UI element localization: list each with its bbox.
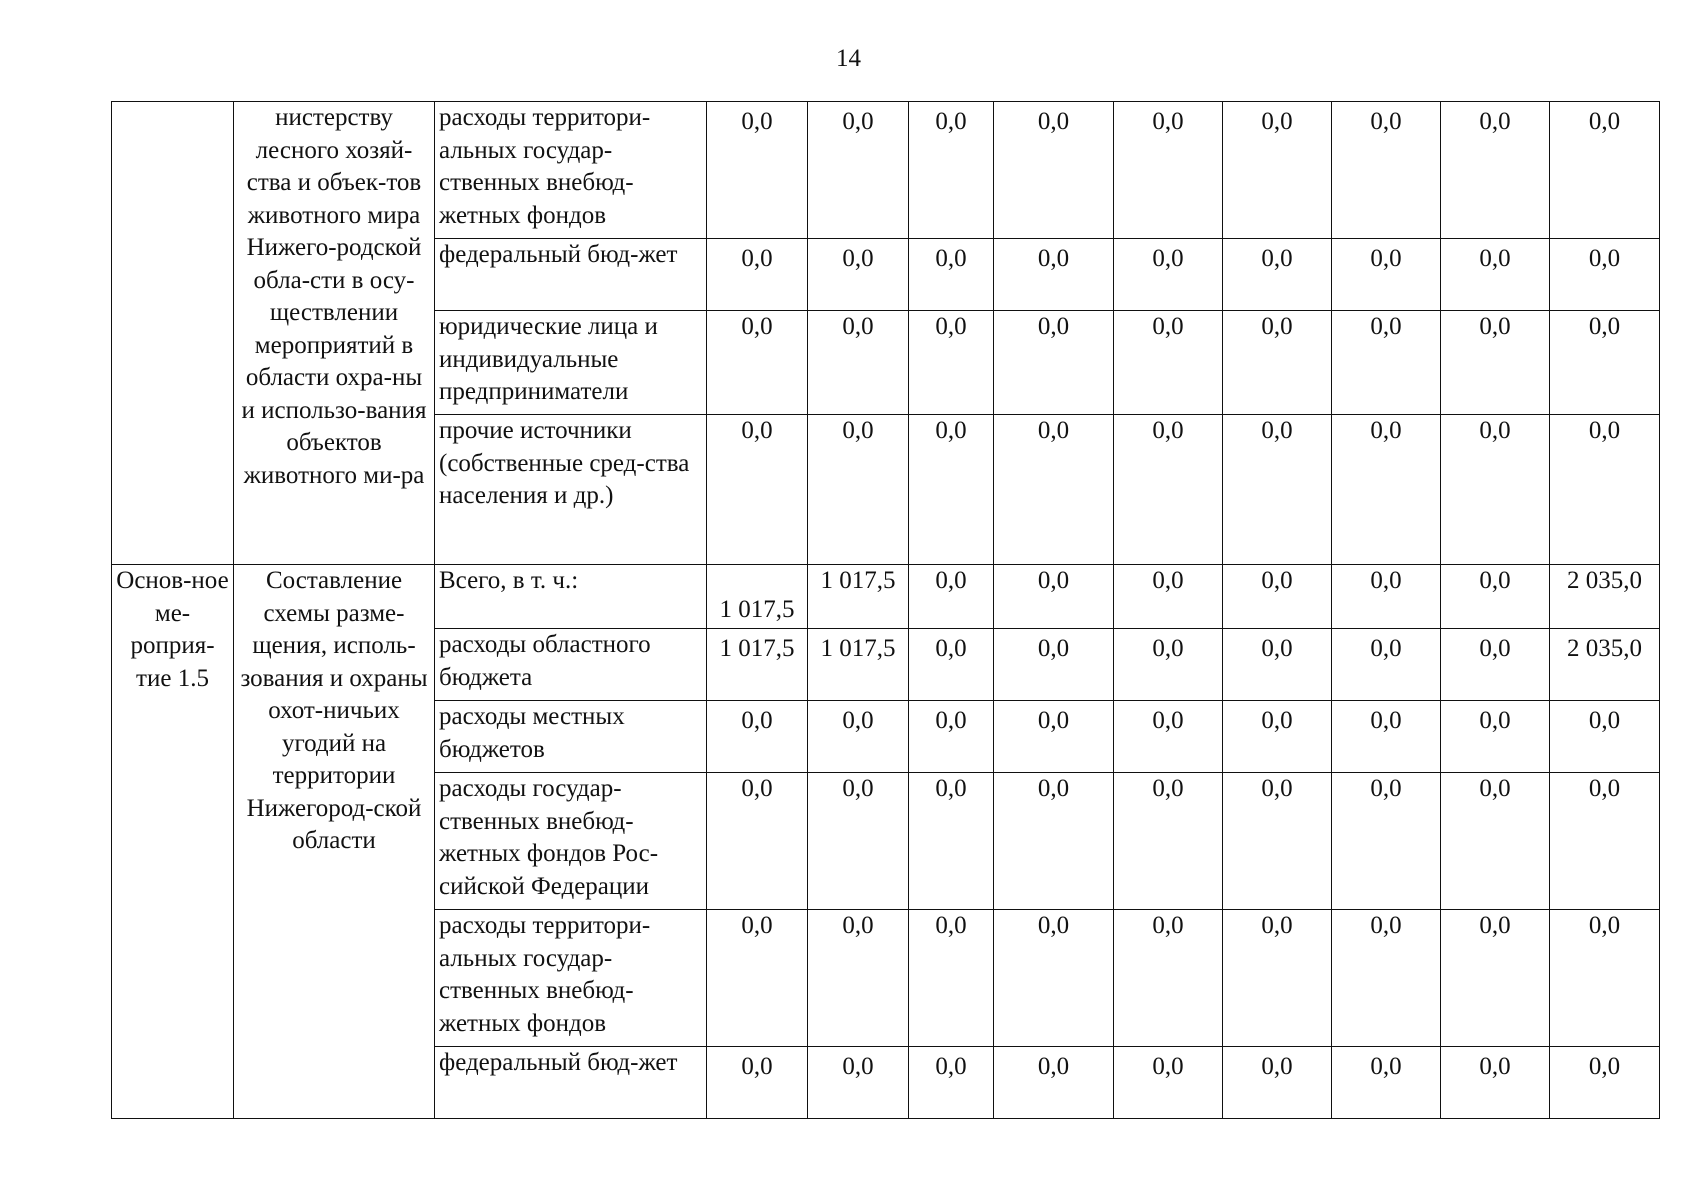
source-cell: федеральный бюд-жет: [435, 1047, 707, 1119]
table-row: [112, 565, 1660, 629]
event-cell: [112, 102, 234, 565]
value-cell: 0,0: [1223, 239, 1332, 311]
value-cell: 0,0: [808, 701, 909, 773]
value-cell: 0,0: [1332, 1047, 1441, 1119]
value-cell: 0,0: [1223, 910, 1332, 1047]
value-cell: 0,0: [994, 910, 1114, 1047]
source-cell: федеральный бюд-жет: [435, 239, 707, 311]
executor-text: нистерству лесного хозяй-ства и объек-тов животного мира Нижего-родской обла-сти в осу-ществлении мероприятий в области охра-ны и использо-вания объектов животного ми-ра: [241, 104, 427, 489]
value-cell: 0,0: [1441, 910, 1550, 1047]
value-cell: 0,0: [1223, 773, 1332, 910]
value-cell: 0,0: [1441, 311, 1550, 415]
value-cell: 0,0: [994, 565, 1114, 629]
source-cell: юридические лица и индивидуальные предприниматели: [435, 311, 707, 415]
executor-cell: Составление схемы разме-щения, исполь-зования и охраны охот-ничьих угодий на территории Нижегород-ской области: [234, 565, 435, 1119]
value-cell: 0,0: [909, 701, 994, 773]
value-cell: 0,0: [808, 415, 909, 565]
value-cell: 0,0: [808, 1047, 909, 1119]
value-cell: 0,0: [1114, 102, 1223, 239]
value-cell: 0,0: [1441, 415, 1550, 565]
value-cell: 0,0: [1550, 1047, 1660, 1119]
value-cell: 0,0: [1332, 102, 1441, 239]
value-cell: 0,0: [909, 415, 994, 565]
value-cell: 0,0: [1114, 565, 1223, 629]
value-cell: 0,0: [808, 773, 909, 910]
value-cell: 0,0: [1441, 102, 1550, 239]
value-cell: 0,0: [1441, 239, 1550, 311]
value-cell: 0,0: [994, 773, 1114, 910]
value-cell: 0,0: [1332, 239, 1441, 311]
value-cell: 0,0: [994, 701, 1114, 773]
value-cell: 0,0: [1114, 910, 1223, 1047]
value-cell: 0,0: [909, 1047, 994, 1119]
value-cell: 0,0: [808, 239, 909, 311]
value-cell: 0,0: [909, 102, 994, 239]
value-cell: 0,0: [1332, 701, 1441, 773]
value-cell: 0,0: [994, 629, 1114, 701]
value-cell: 0,0: [994, 311, 1114, 415]
executor-cell: [234, 102, 435, 565]
value-cell: 0,0: [1550, 701, 1660, 773]
value-cell: 0,0: [1223, 102, 1332, 239]
value-cell: 0,0: [1223, 1047, 1332, 1119]
source-cell: прочие источники (собственные сред-ства населения и др.): [435, 415, 707, 565]
value-cell: 1 017,5: [707, 629, 808, 701]
value-cell: 0,0: [1332, 910, 1441, 1047]
source-cell: расходы государ-ственных внебюд-жетных фондов Рос-сийской Федерации: [435, 773, 707, 910]
value-cell: 0,0: [1114, 773, 1223, 910]
value-cell: 0,0: [707, 910, 808, 1047]
value-cell: 0,0: [994, 102, 1114, 239]
source-cell: расходы областного бюджета: [435, 629, 707, 701]
value-cell: 0,0: [808, 910, 909, 1047]
value-cell: 0,0: [707, 773, 808, 910]
value-cell: 0,0: [1332, 415, 1441, 565]
value-cell: 0,0: [1114, 239, 1223, 311]
funding-table: [111, 101, 1660, 1119]
source-cell: Всего, в т. ч.:: [435, 565, 707, 629]
value-cell: 0,0: [1550, 415, 1660, 565]
value-cell: 2 035,0: [1550, 565, 1660, 629]
value-cell: 0,0: [1441, 1047, 1550, 1119]
value-cell: 0,0: [707, 701, 808, 773]
page-number: 14: [836, 45, 861, 72]
value-cell: 0,0: [909, 311, 994, 415]
value-cell: 0,0: [909, 629, 994, 701]
value-cell: 0,0: [909, 565, 994, 629]
value-cell: 0,0: [1550, 910, 1660, 1047]
value-cell: 0,0: [1441, 565, 1550, 629]
value-cell: 0,0: [1223, 565, 1332, 629]
value-cell: 1 017,5: [808, 565, 909, 629]
table-row: [112, 102, 1660, 239]
value-cell: 0,0: [1114, 701, 1223, 773]
value-cell: 0,0: [707, 311, 808, 415]
value-cell: 0,0: [707, 415, 808, 565]
value-cell: 0,0: [994, 415, 1114, 565]
value-cell: 0,0: [1114, 415, 1223, 565]
value-cell: 2 035,0: [1550, 629, 1660, 701]
value-cell: 0,0: [909, 773, 994, 910]
value-cell: 0,0: [1550, 102, 1660, 239]
value-cell: 0,0: [808, 311, 909, 415]
value-cell: 0,0: [994, 239, 1114, 311]
value-cell: 0,0: [1223, 629, 1332, 701]
value-cell: 0,0: [1332, 629, 1441, 701]
value-cell: 0,0: [1441, 701, 1550, 773]
value-cell: 0,0: [1223, 311, 1332, 415]
source-cell: расходы территори-альных государ-ственных внебюд-жетных фондов: [435, 102, 707, 239]
value-cell: 0,0: [808, 102, 909, 239]
value-cell: 0,0: [909, 910, 994, 1047]
event-cell: Основ-ное ме-роприя-тие 1.5: [112, 565, 234, 1119]
value-cell: 1 017,5: [808, 629, 909, 701]
value-cell: 0,0: [909, 239, 994, 311]
value-cell: 0,0: [1223, 415, 1332, 565]
value-cell: 0,0: [1441, 773, 1550, 910]
value-cell: 0,0: [994, 1047, 1114, 1119]
source-cell: расходы местных бюджетов: [435, 701, 707, 773]
value-cell: 0,0: [707, 102, 808, 239]
value-cell: 0,0: [1550, 239, 1660, 311]
value-cell: 0,0: [1332, 773, 1441, 910]
value-cell: 1 017,5: [707, 565, 808, 629]
value-cell: 0,0: [1114, 311, 1223, 415]
source-cell: расходы территори-альных государ-ственных внебюд-жетных фондов: [435, 910, 707, 1047]
value-cell: 0,0: [1332, 565, 1441, 629]
value-cell: 0,0: [1550, 311, 1660, 415]
value-cell: 0,0: [1114, 629, 1223, 701]
value-cell: 0,0: [707, 239, 808, 311]
value-cell: 0,0: [707, 1047, 808, 1119]
value-cell: 0,0: [1550, 773, 1660, 910]
value-cell: 0,0: [1441, 629, 1550, 701]
value-cell: 0,0: [1223, 701, 1332, 773]
value-cell: 0,0: [1332, 311, 1441, 415]
value-cell: 0,0: [1114, 1047, 1223, 1119]
